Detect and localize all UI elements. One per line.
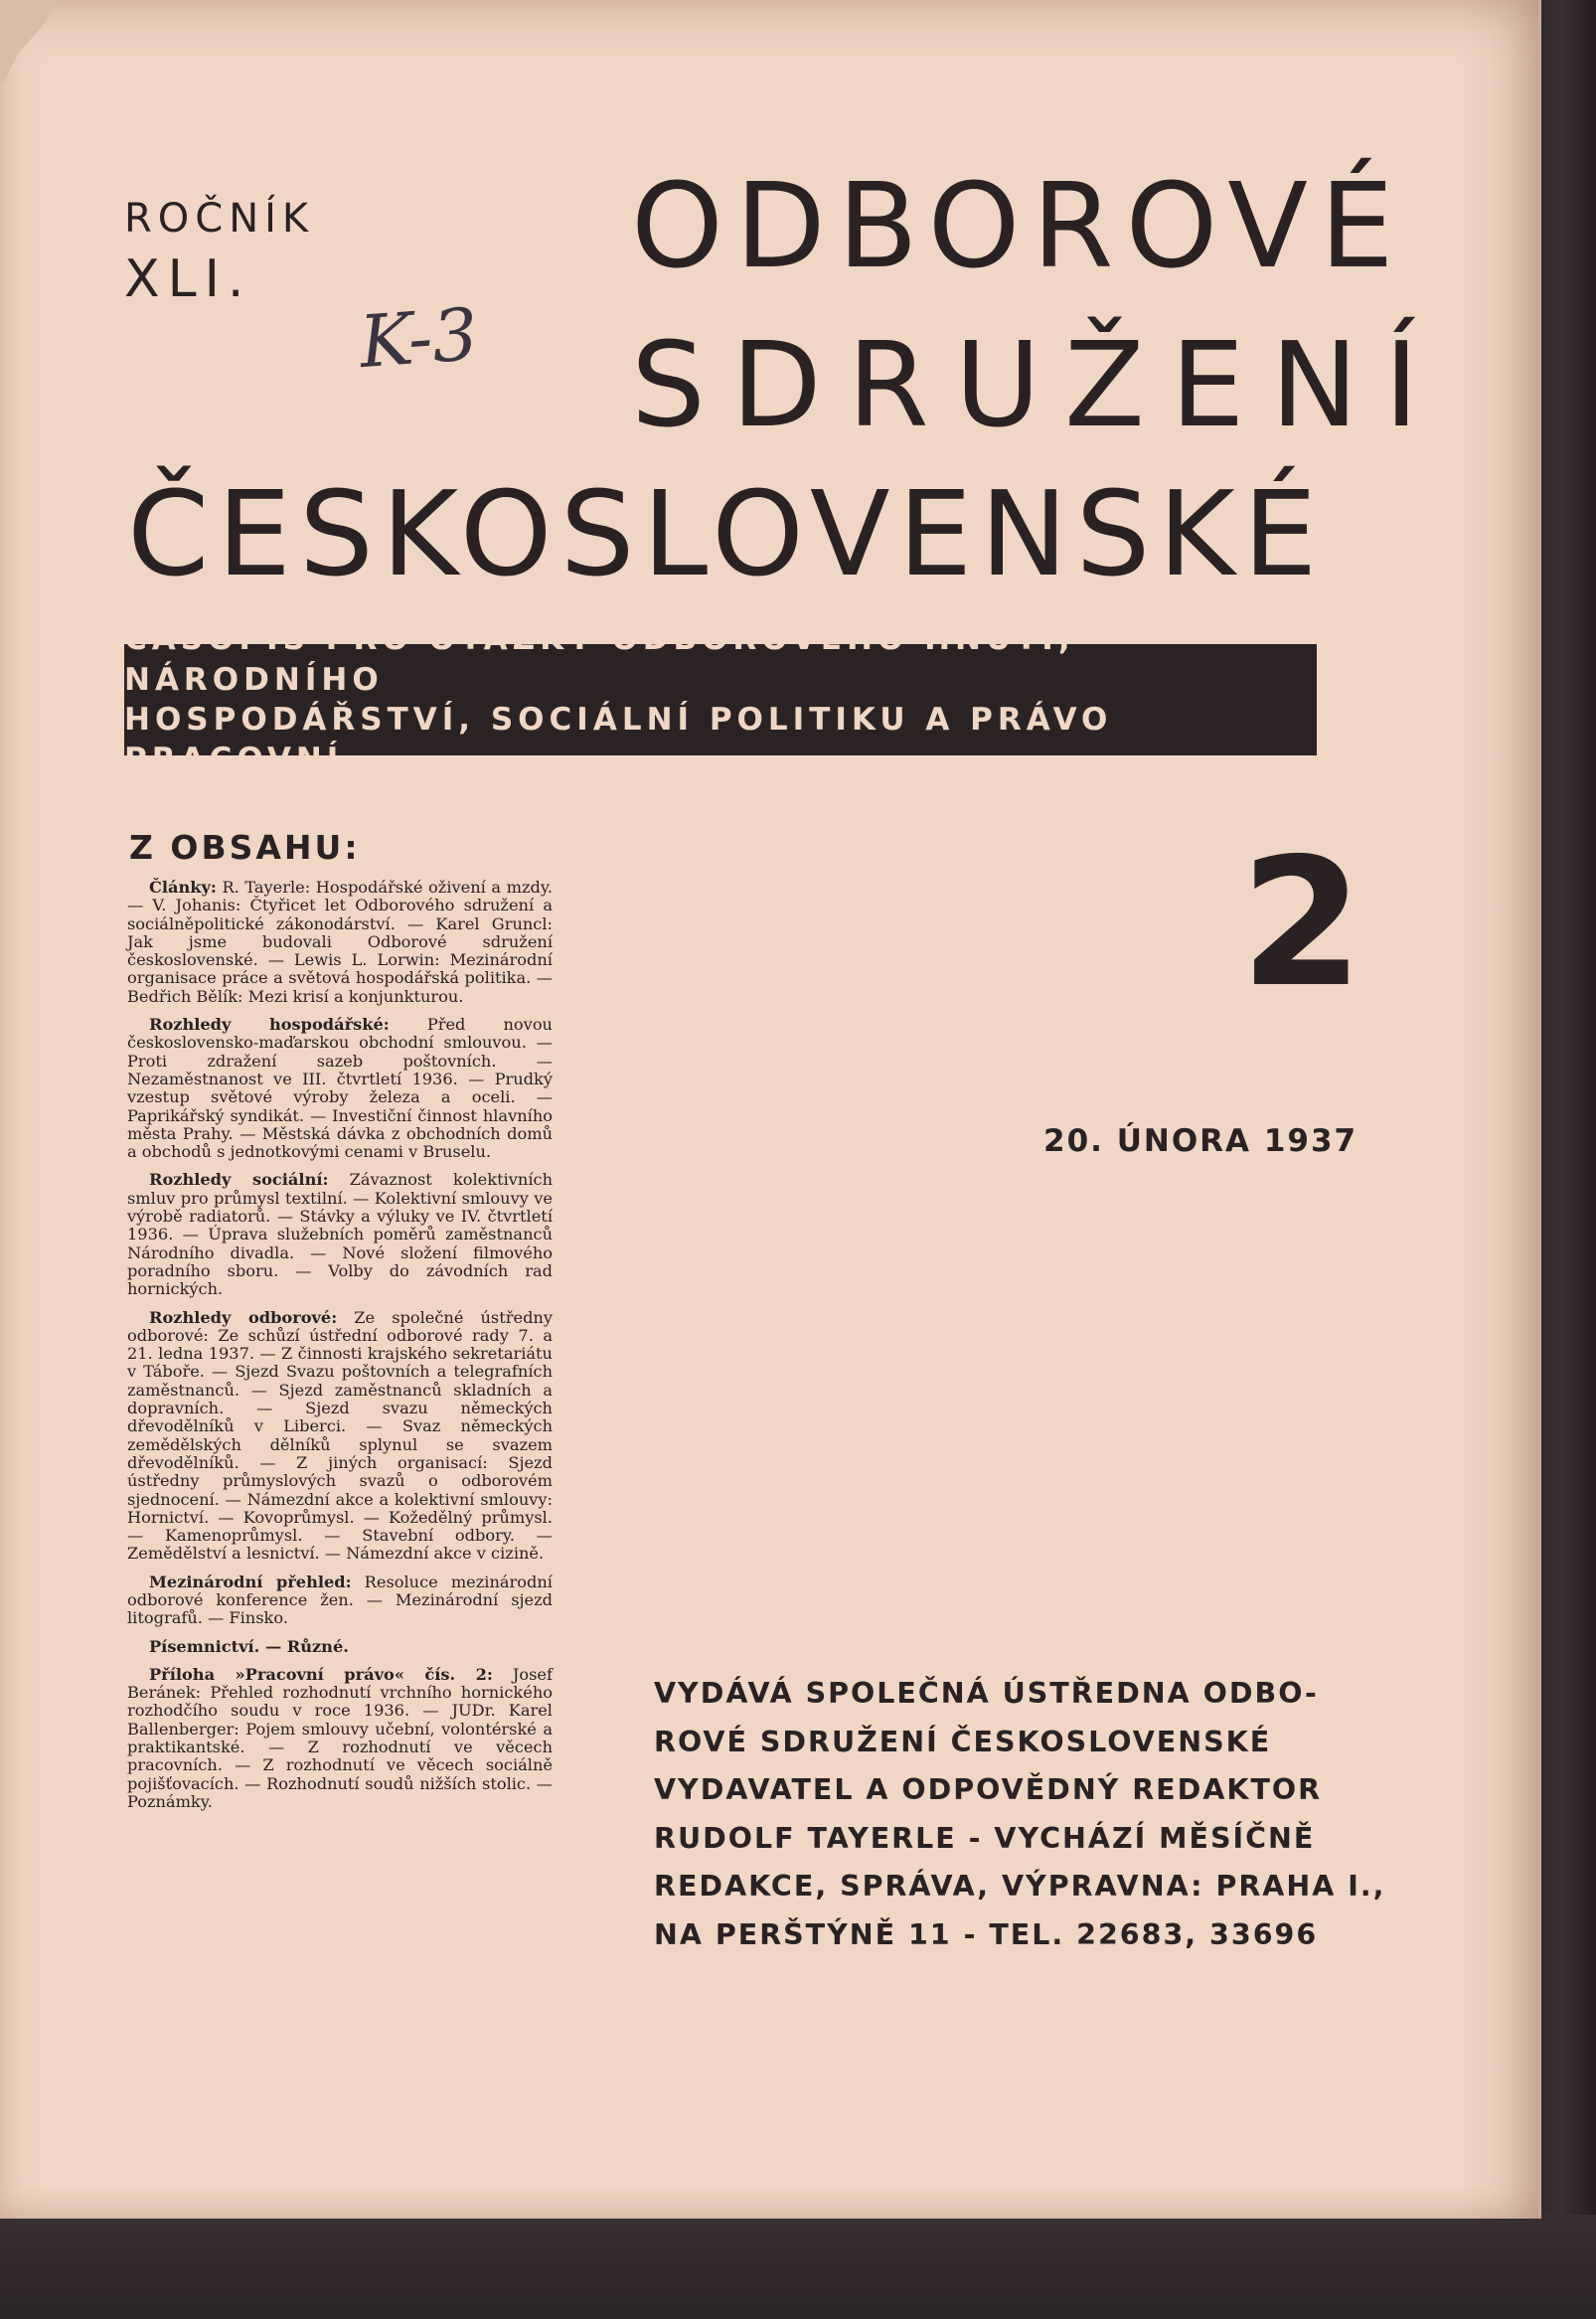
- publisher-line: VYDÁVÁ SPOLEČNÁ ÚSTŘEDNA ODBO-: [654, 1677, 1319, 1710]
- section-label: Příloha »Pracovní právo« čís. 2:: [149, 1664, 493, 1684]
- masthead-line-2: SDRUŽENÍ: [631, 316, 1445, 453]
- section-label: Rozhledy sociální:: [149, 1170, 329, 1190]
- contents-section: [127, 1638, 553, 1656]
- section-text: Josef Beránek: Přehled rozhodnutí vrchního hornického rozhodčího soudu v roce 1936. — JUDr. Karel Ballenberger: Pojem smlouvy učební, volontérské a praktikantské. — Z rozhodnutí ve věcech pracovních. — Z rozhodnutí ve věcech sociálně pojišťovacích. — Rozhodnutí soudů nižších stolic. — Poznámky.: [127, 1664, 554, 1811]
- section-text: Resoluce mezinárodní odborové konference žen. — Mezinárodní sjezd litografů. — Finsko.: [127, 1572, 553, 1628]
- subtitle-line-1: ČASOPIS PRO OTÁZKY ODBOROVÉHO HNUTÍ, NÁRODNÍHO: [124, 621, 1075, 698]
- section-label: Písemnictví. — Různé.: [149, 1636, 349, 1656]
- publisher-line: REDAKCE, SPRÁVA, VÝPRAVNA: PRAHA I.,: [654, 1870, 1386, 1903]
- table-of-contents: [127, 879, 553, 1821]
- section-label: Rozhledy odborové:: [149, 1307, 338, 1327]
- masthead-line-1: ODBOROVÉ: [631, 157, 1406, 294]
- sheet-edge-shading: [1461, 0, 1538, 2219]
- contents-section: [127, 1574, 553, 1628]
- section-text: Závaznost kolektivních smluv pro průmysl textilní. — Kolektivní smlouvy ve výrobě radiatorů. — Stávky a výluky ve IV. čtvrtletí 1936. — Úprava služebních poměrů zaměstnanců Národního divadla. — Nové složení filmového poradního sboru. — Volby do závodních rad hornických.: [127, 1170, 553, 1299]
- background-edge-bottom: [0, 2215, 1596, 2319]
- volume-number: XLI.: [124, 249, 252, 309]
- contents-section: [127, 879, 553, 1006]
- section-label: Rozhledy hospodářské:: [149, 1015, 390, 1035]
- issue-number: 2: [1240, 820, 1363, 1026]
- publisher-block: [654, 1670, 1386, 1959]
- section-label: Mezinárodní přehled:: [149, 1572, 352, 1591]
- publisher-line: VYDAVATEL A ODPOVĚDNÝ REDAKTOR: [654, 1773, 1323, 1806]
- volume-label: ROČNÍK: [124, 196, 315, 242]
- section-text: R. Tayerle: Hospodářské oživení a mzdy. — V. Johanis: Čtyřicet let Odborového sdružení a sociálněpolitické zákonodárství. — Karel Gruncl: Jak jsme budovali Odborové sdružení československé. — Lewis L. Lorwin: Mezinárodní organisace práce a světová hospodářská politika. — Bedřich Bělík: Mezi krisí a konjunkturou.: [127, 878, 553, 1006]
- publisher-line: RUDOLF TAYERLE - VYCHÁZÍ MĚSÍČNĚ: [654, 1821, 1316, 1855]
- section-text: Před novou československo-maďarskou obchodní smlouvou. — Proti zdražení sazeb poštovních. — Nezaměstnanost ve III. čtvrtletí 1936. — Prudký vzestup světové výroby železa a oceli. — Paprikářský syndikát. — Investiční činnost hlavního města Prahy. — Městská dávka z obchodních domů a obchodů s jednotkovými cenami v Bruselu.: [127, 1015, 553, 1162]
- publisher-line: NA PERŠTÝNĚ 11 - TEL. 22683, 33696: [654, 1917, 1319, 1951]
- contents-section: [127, 1171, 553, 1298]
- handwritten-note: K-3: [357, 291, 481, 385]
- issue-date: 20. ÚNORA 1937: [1043, 1123, 1358, 1159]
- subtitle-line-2: HOSPODÁŘSTVÍ, SOCIÁLNÍ POLITIKU A PRÁVO PRACOVNÍ: [124, 702, 1113, 778]
- contents-section: [127, 1309, 553, 1564]
- section-label: Články:: [149, 878, 217, 897]
- publisher-line: ROVÉ SDRUŽENÍ ČESKOSLOVENSKÉ: [654, 1725, 1272, 1758]
- torn-corner: [0, 0, 60, 89]
- section-text: Ze společné ústředny odborové: Ze schůzí ústřední odborové rady 7. a 21. ledna 1937. — Z činnosti krajského sekretariátu v Táboře. — Sjezd Svazu poštovních a telegrafních zaměstnanců. — Sjezd zaměstnanců skladních a dopravních. — Sjezd svazu německých dřevodělníků v Liberci. — Svaz německých zemědělských dělníků splynul se svazem dřevodělníků. — Z jiných organisací: Sjezd ústředny průmyslových svazů o odborovém sjednocení. — Námezdní akce a kolektivní smlouvy: Hornictví. — Kovoprůmysl. — Kožedělný průmysl. — Kamenoprůmysl. — Stavební odbory. — Zemědělství a lesnictví. — Námezdní akce v cizině.: [127, 1307, 553, 1564]
- contents-section: [127, 1016, 553, 1161]
- masthead-line-3: ČESKOSLOVENSKÉ: [127, 465, 1326, 602]
- subtitle-banner: [124, 621, 1317, 778]
- contents-heading: Z OBSAHU:: [129, 828, 361, 867]
- contents-section: [127, 1666, 553, 1811]
